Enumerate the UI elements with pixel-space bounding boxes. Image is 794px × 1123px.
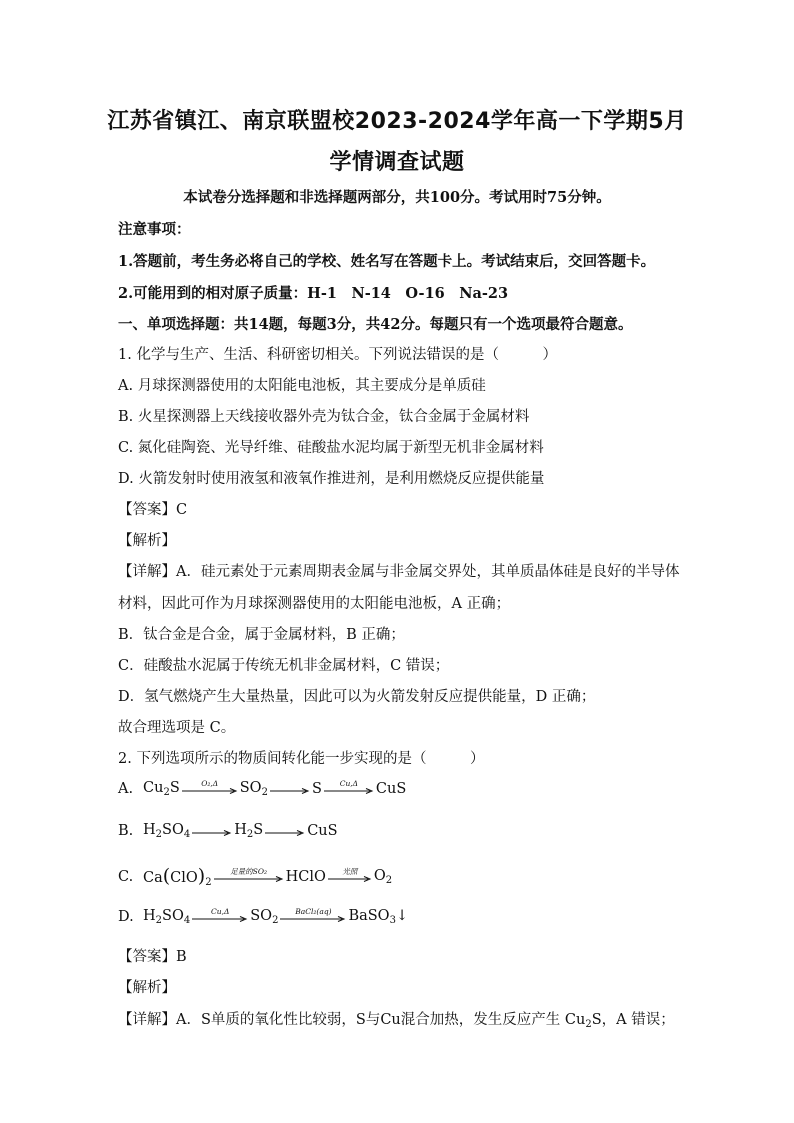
arrow-icon: [328, 876, 372, 882]
arrow-icon: [182, 788, 238, 794]
question-1-stem: 1. 化学与生产、生活、科研密切相关。下列说法错误的是（ ）: [118, 347, 557, 363]
title-line-1: 江苏省镇江、南京联盟校2023-2024学年高一下学期5月: [107, 109, 687, 134]
formula: CuS: [307, 823, 338, 839]
arrow-icon: [324, 788, 374, 794]
exam-intro: 本试卷分选择题和非选择题两部分，共100分。考试用时75分钟。: [183, 189, 611, 206]
reaction-arrow: [214, 868, 284, 882]
notice-item-2: 2.可能用到的相对原子质量：H-1 N-14 O-16 Na-23: [118, 285, 509, 302]
reaction-arrow: [270, 780, 310, 794]
q1-option-d: D. 火箭发射时使用液氢和液氧作推进剂，是利用燃烧反应提供能量: [118, 471, 545, 487]
q2-option-a: [118, 780, 406, 798]
section-heading: 一、单项选择题：共14题，每题3分，共42分。每题只有一个选项最符合题意。: [118, 316, 633, 333]
option-label: A.: [118, 781, 134, 797]
q1-answer: 【答案】C: [118, 502, 188, 518]
title-line-2: 学情调查试题: [329, 150, 465, 175]
reaction-arrow: [328, 868, 372, 882]
option-label: C.: [118, 868, 134, 885]
reaction-arrow: [265, 822, 305, 836]
q1-analysis-label: 【解析】: [118, 533, 176, 549]
arrow-icon: [280, 916, 346, 922]
arrow-condition: BaCl₂(aq): [295, 907, 332, 916]
q1-option-b: B. 火星探测器上天线接收器外壳为钛合金，钛合金属于金属材料: [118, 409, 530, 425]
arrow-icon: [192, 830, 232, 836]
q2-option-d: [118, 908, 408, 926]
formula: $O_2$: [373, 867, 393, 886]
formula: S: [311, 781, 322, 797]
notice-heading: 注意事项：: [118, 221, 191, 238]
q2-answer: 【答案】B: [118, 949, 187, 965]
q1-option-a: A. 月球探测器使用的太阳能电池板，其主要成分是单质硅: [118, 378, 486, 394]
arrow-condition: Cu,Δ: [339, 779, 359, 788]
q1-detail-line: 故合理选项是 C。: [118, 720, 236, 736]
arrow-icon: [214, 876, 284, 882]
reaction-arrow: [192, 908, 248, 922]
question-2-stem: 2. 下列选项所示的物质间转化能一步实现的是（ ）: [118, 751, 485, 767]
formula: $Cu_2S$: [143, 780, 180, 798]
arrow-icon: [265, 830, 305, 836]
formula: $H_2S$: [234, 822, 264, 840]
notice-item-1: 1.答题前，考生务必将自己的学校、姓名写在答题卡上。考试结束后，交回答题卡。: [118, 253, 656, 270]
arrow-icon: [192, 916, 248, 922]
arrow-condition: 足量的SO₂: [230, 866, 267, 876]
formula: HClO: [285, 868, 326, 885]
q1-detail-line: 材料，因此可作为月球探测器使用的太阳能电池板，A 正确；: [118, 596, 511, 612]
q2-option-c: [118, 865, 392, 888]
option-label: B.: [118, 823, 134, 839]
formula: $Ca(ClO)_2$: [143, 865, 212, 888]
arrow-condition: O₂,Δ: [201, 779, 219, 788]
reaction-arrow: [280, 908, 346, 922]
formula: CuS: [375, 781, 407, 797]
q1-detail-line: D．氢气燃烧产生大量热量，因此可以为火箭发射反应提供能量，D 正确；: [118, 689, 596, 705]
q1-detail-line: C．硅酸盐水泥属于传统无机非金属材料，C 错误；: [118, 658, 450, 674]
formula: $H_2SO_4$: [143, 908, 191, 926]
formula: $SO_2$: [250, 908, 279, 926]
reaction-arrow: [192, 822, 232, 836]
reaction-arrow: [324, 780, 374, 794]
q2-analysis-label: 【解析】: [118, 980, 176, 996]
q1-detail-line: 【详解】A．硅元素处于元素周期表金属与非金属交界处，其单质晶体硅是良好的半导体: [118, 564, 680, 580]
formula: $SO_2$: [239, 780, 268, 798]
reaction-arrow: [182, 780, 238, 794]
option-label: D.: [118, 909, 134, 925]
q1-detail-line: B．钛合金是合金，属于金属材料，B 正确；: [118, 627, 405, 643]
arrow-condition: 光照: [342, 866, 358, 876]
formula: BaSO$_3$↓: [348, 908, 409, 926]
arrow-condition: Cu,Δ: [211, 907, 230, 916]
q1-option-c: C. 氮化硅陶瓷、光导纤维、硅酸盐水泥均属于新型无机非金属材料: [118, 440, 544, 456]
q2-option-b: [118, 822, 338, 840]
q2-detail-line: 【详解】A．S单质的氧化性比较弱，S与Cu混合加热，发生反应产生 $Cu_2S$，A 错误；: [118, 1012, 675, 1030]
formula: $H_2SO_4$: [143, 822, 191, 840]
arrow-icon: [270, 788, 310, 794]
